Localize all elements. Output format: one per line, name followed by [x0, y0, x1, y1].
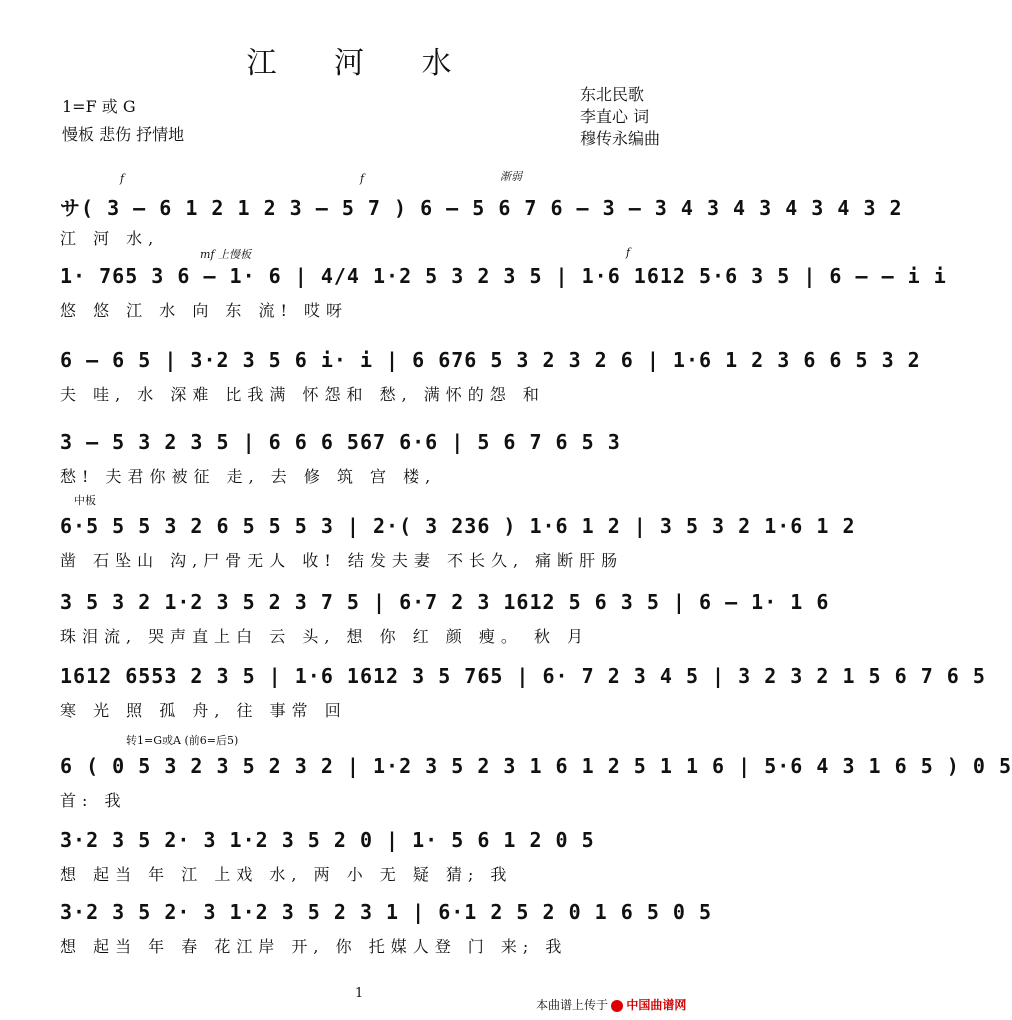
- lyrics-line: 想 起当 年 江 上戏 水, 两 小 无 疑 猜; 我: [60, 865, 513, 884]
- modulation-marking: 转1=G或A (前6=后5): [126, 734, 239, 747]
- dynamic-marking: f: [120, 172, 125, 185]
- lyrics-line: 寒 光 照 孤 舟, 往 事常 回: [60, 701, 347, 720]
- notation-line: 6 — 6 5 | 3·2 3 5 6 i· i | 6 676 5 3 2 3 2 6 | 1·6 1 2 3 6 6 5 3 2: [60, 348, 921, 372]
- credit-arranger: 穆传永编曲: [580, 129, 661, 148]
- lyrics-line: 凿 石坠山 沟,尸骨无人 收! 结发夫妻 不长久, 痛断肝肠: [60, 551, 624, 570]
- lyrics-line: 愁! 夫君你被征 走, 去 修 筑 宫 楼,: [60, 467, 437, 486]
- footer-text: 本曲谱上传于: [536, 998, 609, 1012]
- key-signature: 1=F 或 G: [62, 97, 136, 116]
- page-number: 1: [355, 986, 364, 1001]
- notation-line: 6 ( 0 5 3 2 3 5 2 3 2 | 1·2 3 5 2 3 1 6 1 2 5 1 1 6 | 5·6 4 3 1 6 5 ) 0 5: [60, 754, 1012, 778]
- dynamic-marking: f: [626, 246, 631, 259]
- notation-line: 6·5 5 5 3 2 6 5 5 5 3 | 2·( 3 236 ) 1·6 1 2 | 3 5 3 2 1·6 1 2: [60, 514, 856, 538]
- lyrics-line: 江 河 水,: [60, 229, 160, 248]
- notation-line: 3 — 5 3 2 3 5 | 6 6 6 567 6·6 | 5 6 7 6 5 3: [60, 430, 621, 454]
- lyrics-line: 悠 悠 江 水 向 东 流! 哎呀: [60, 301, 349, 320]
- lyrics-line: 首: 我: [60, 791, 127, 810]
- lyrics-line: 珠泪流, 哭声直上白 云 头, 想 你 红 颜 瘦。 秋 月: [60, 627, 590, 646]
- footer: [536, 996, 686, 1013]
- page-title: 江 河 水: [246, 46, 476, 81]
- tempo-mood: 慢板 悲伤 抒情地: [62, 125, 185, 144]
- credit-lyricist: 李直心 词: [580, 107, 650, 126]
- site-logo-icon: [611, 1000, 623, 1012]
- credit-origin: 东北民歌: [580, 85, 645, 104]
- notation-line: 3·2 3 5 2· 3 1·2 3 5 2 0 | 1· 5 6 1 2 0 5: [60, 828, 595, 852]
- notation-line: 3·2 3 5 2· 3 1·2 3 5 2 3 1 | 6·1 2 5 2 0 1 6 5 0 5: [60, 900, 713, 924]
- tempo-marking: mf 上慢板: [200, 248, 251, 261]
- notation-line: 1· 765 3 6 — 1· 6 | 4/4 1·2 5 3 2 3 5 | 1·6 1612 5·6 3 5 | 6 — — i i: [60, 264, 947, 288]
- expression-marking: 渐弱: [500, 170, 522, 183]
- section-marking: 中板: [74, 494, 96, 507]
- notation-line: 1612 6553 2 3 5 | 1·6 1612 3 5 765 | 6· 7 2 3 4 5 | 3 2 3 2 1 5 6 7 6 5: [60, 664, 986, 688]
- lyrics-line: 夫 哇, 水 深难 比我满 怀怨和 愁, 满怀的怨 和: [60, 385, 545, 404]
- lyrics-line: 想 起当 年 春 花江岸 开, 你 托媒人登 门 来; 我: [60, 937, 568, 956]
- dynamic-marking: f: [360, 172, 365, 185]
- notation-line: サ( 3 — 6 1 2 1 2 3 — 5 7 ) 6 — 5 6 7 6 — 3 — 3 4 3 4 3 4 3 4 3 2: [60, 196, 903, 220]
- notation-line: 3 5 3 2 1·2 3 5 2 3 7 5 | 6·7 2 3 1612 5 6 3 5 | 6 — 1· 1 6: [60, 590, 830, 614]
- footer-site-name[interactable]: 中国曲谱网: [626, 998, 687, 1012]
